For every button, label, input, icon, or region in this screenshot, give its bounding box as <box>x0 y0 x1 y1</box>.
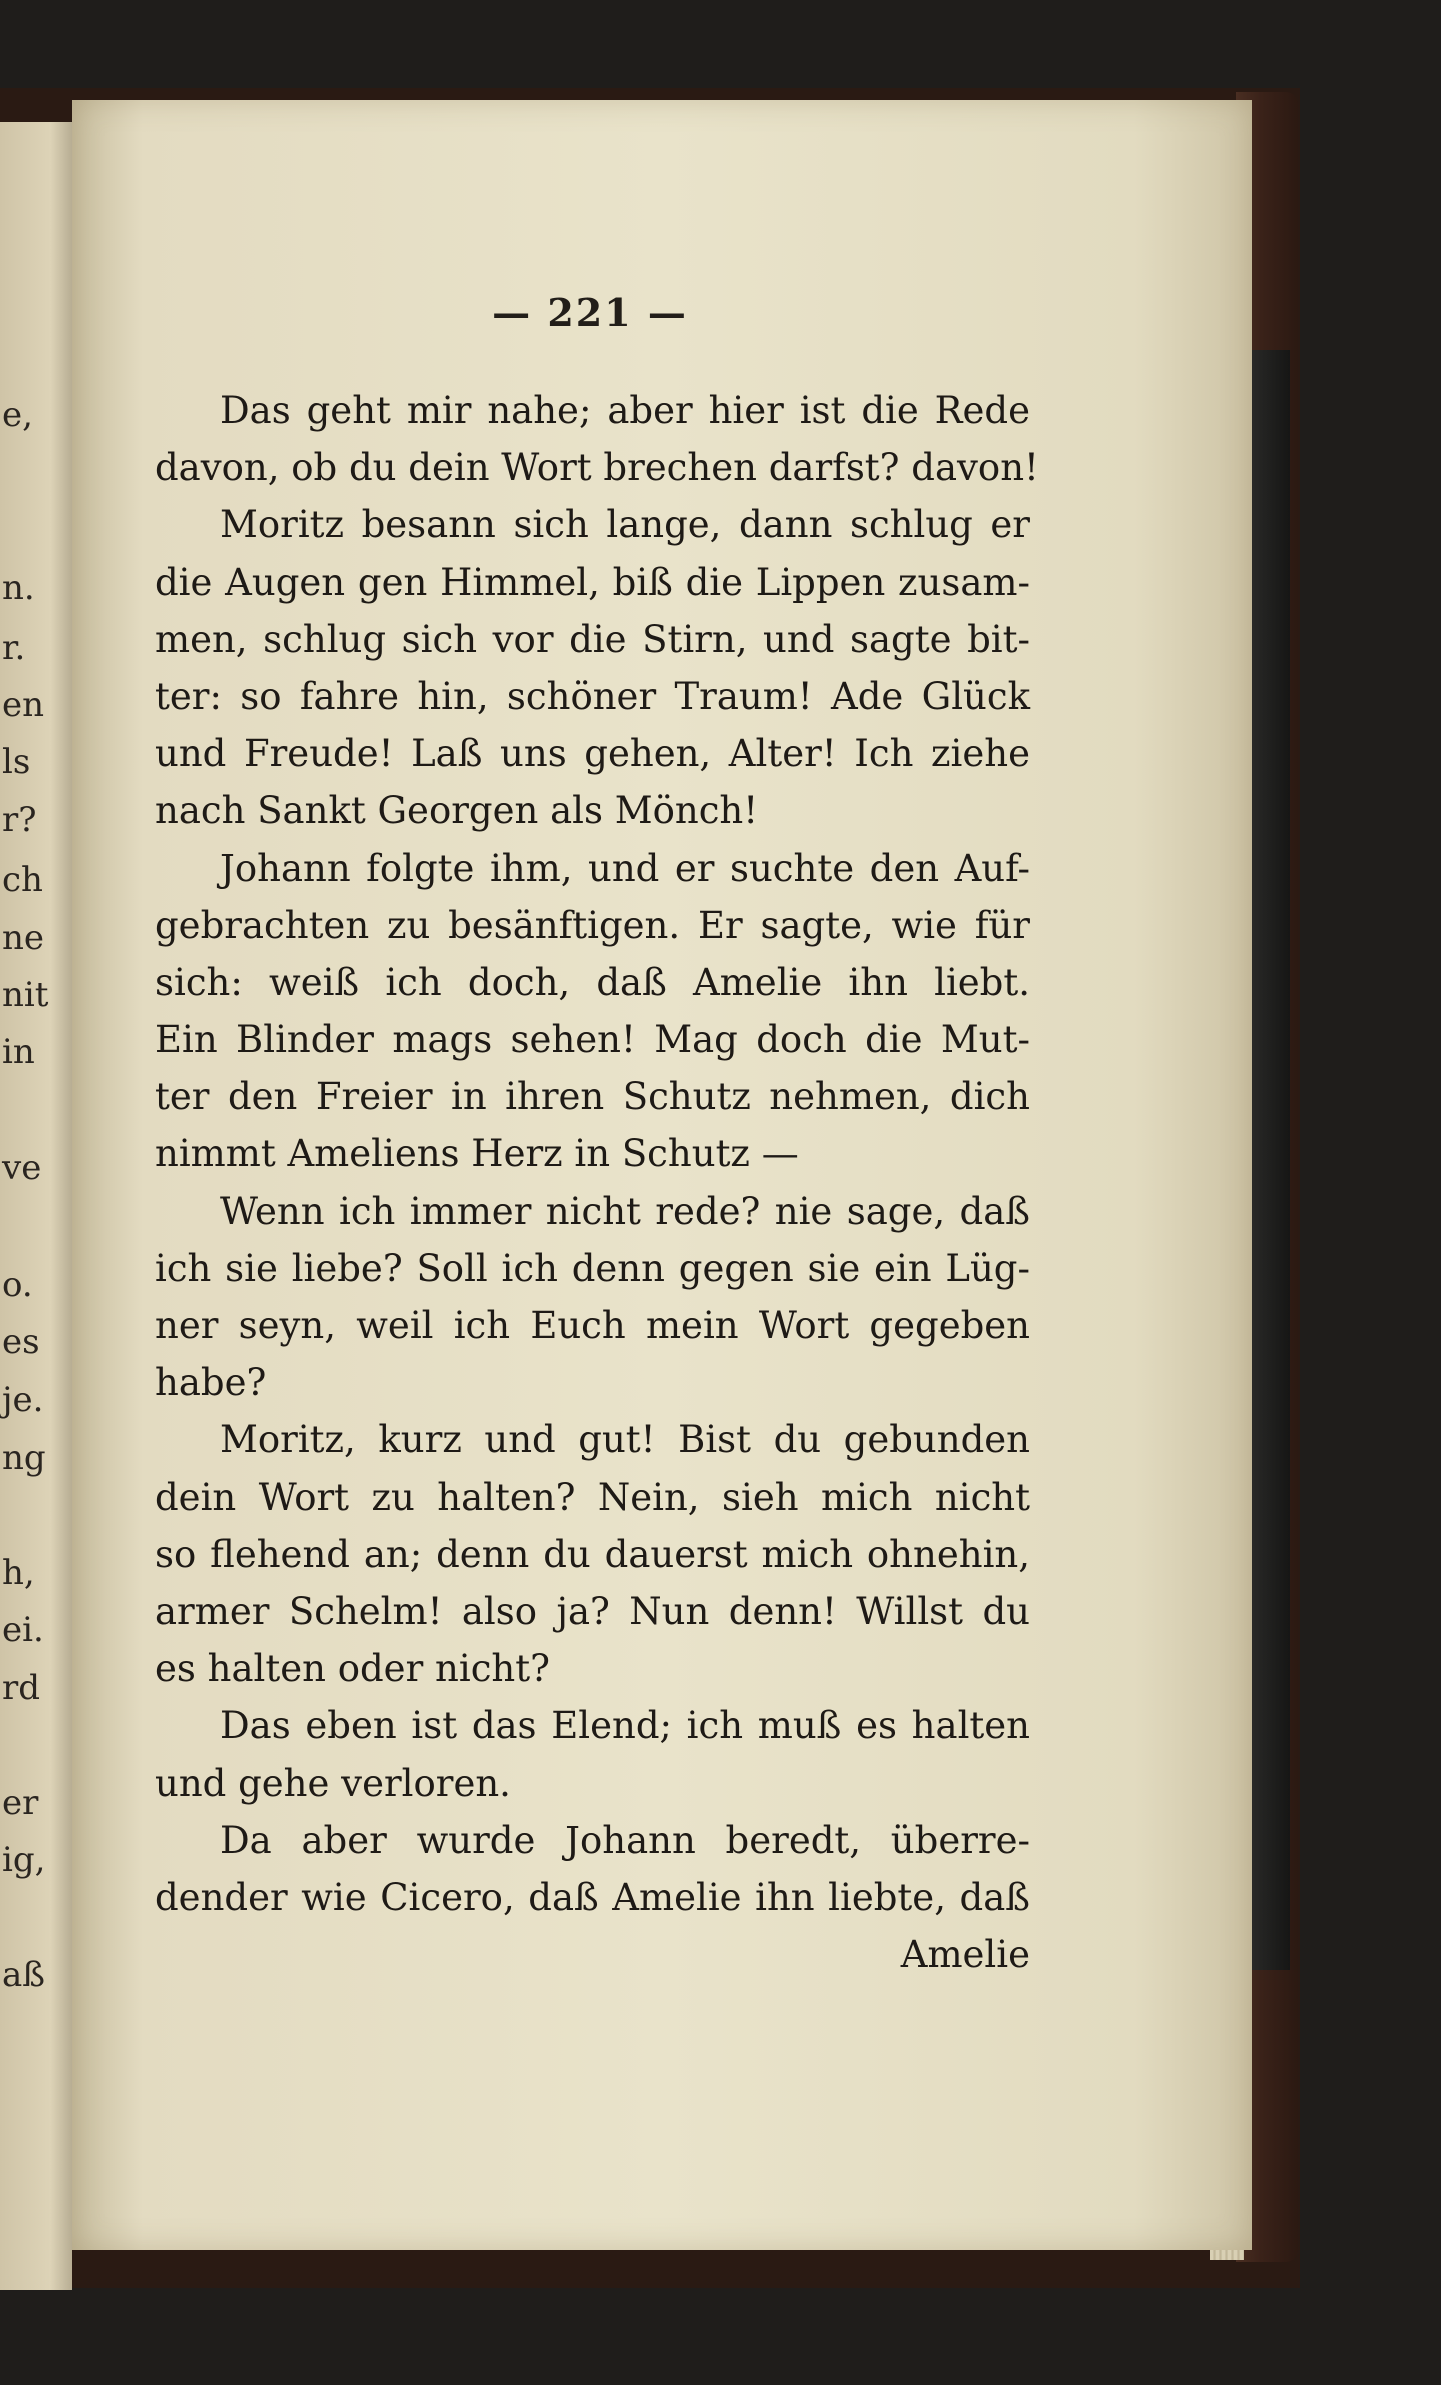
page-number: — 221 — <box>492 290 688 335</box>
margin-fragment: ei. <box>2 1610 44 1650</box>
text-line: Wenn ich immer nicht rede? nie sage, daß <box>220 1189 1030 1233</box>
margin-fragment: es <box>2 1322 40 1362</box>
text-line: ter: so fahre hin, schöner Traum! Ade Glück <box>155 674 1030 718</box>
text-line: armer Schelm! also ja? Nun denn! Willst du <box>155 1589 1030 1633</box>
margin-fragment: ng <box>2 1438 46 1478</box>
text-line: es halten oder nicht? <box>155 1647 550 1691</box>
page-text <box>155 382 1039 1983</box>
margin-fragment: je. <box>2 1380 44 1420</box>
text-line: dender wie Cicero, daß Amelie ihn liebte, daß <box>155 1875 1030 1919</box>
text-line: Johann folgte ihm, und er suchte den Auf- <box>220 846 1030 890</box>
text-line: ich sie liebe? Soll ich denn gegen sie ein Lüg- <box>155 1246 1030 1290</box>
text-line: Das eben ist das Elend; ich muß es halten <box>220 1704 1030 1748</box>
margin-fragment: ls <box>2 742 31 782</box>
text-line: Das geht mir nahe; aber hier ist die Rede <box>220 389 1030 432</box>
text-line: so flehend an; denn du dauerst mich ohnehin, <box>155 1532 1030 1576</box>
text-line: nimmt Ameliens Herz in Schutz — <box>155 1132 799 1176</box>
margin-fragment: en <box>2 685 45 725</box>
margin-fragment: o. <box>2 1265 33 1305</box>
margin-fragment: er <box>2 1783 39 1823</box>
margin-fragment: ve <box>2 1148 42 1188</box>
margin-fragment: ne <box>2 918 45 958</box>
text-line: und Freude! Laß uns gehen, Alter! Ich ziehe <box>155 732 1030 776</box>
margin-fragment: r? <box>2 800 37 840</box>
text-line: und gehe verloren. <box>155 1761 511 1805</box>
margin-fragment: ch <box>2 860 43 900</box>
text-line: men, schlug sich vor die Stirn, und sagte bit- <box>155 617 1030 661</box>
margin-fragment: rd <box>2 1668 41 1708</box>
text-line: die Augen gen Himmel, biß die Lippen zusam- <box>155 560 1030 604</box>
text-line: Ein Blinder mags sehen! Mag doch die Mut- <box>155 1018 1030 1062</box>
text-line: davon, ob du dein Wort brechen darfst? davon! <box>155 446 1039 490</box>
margin-fragment: e, <box>2 395 33 435</box>
text-line: habe? <box>155 1361 267 1405</box>
text-line: gebrachten zu besänftigen. Er sagte, wie für <box>155 903 1030 947</box>
margin-fragment: n. <box>2 568 35 608</box>
text-line: Amelie <box>900 1933 1030 1977</box>
text-line: ter den Freier in ihren Schutz nehmen, dich <box>155 1075 1030 1119</box>
text-line: Moritz, kurz und gut! Bist du gebunden <box>220 1418 1030 1462</box>
margin-fragment: h, <box>2 1553 35 1593</box>
margin-fragment: nit <box>2 975 49 1015</box>
margin-fragment: in <box>2 1032 35 1072</box>
text-line: dein Wort zu halten? Nein, sieh mich nicht <box>155 1475 1030 1519</box>
margin-fragment: aß <box>2 1955 45 1995</box>
text-line: sich: weiß ich doch, daß Amelie ihn liebt. <box>155 960 1030 1004</box>
text-line: ner seyn, weil ich Euch mein Wort gegeben <box>155 1304 1030 1347</box>
text-line: Moritz besann sich lange, dann schlug er <box>220 503 1030 547</box>
margin-fragment: ig, <box>2 1840 46 1880</box>
margin-fragment: r. <box>2 628 26 668</box>
text-line: nach Sankt Georgen als Mönch! <box>155 789 759 833</box>
text-line: Da aber wurde Johann beredt, überre- <box>220 1818 1030 1862</box>
